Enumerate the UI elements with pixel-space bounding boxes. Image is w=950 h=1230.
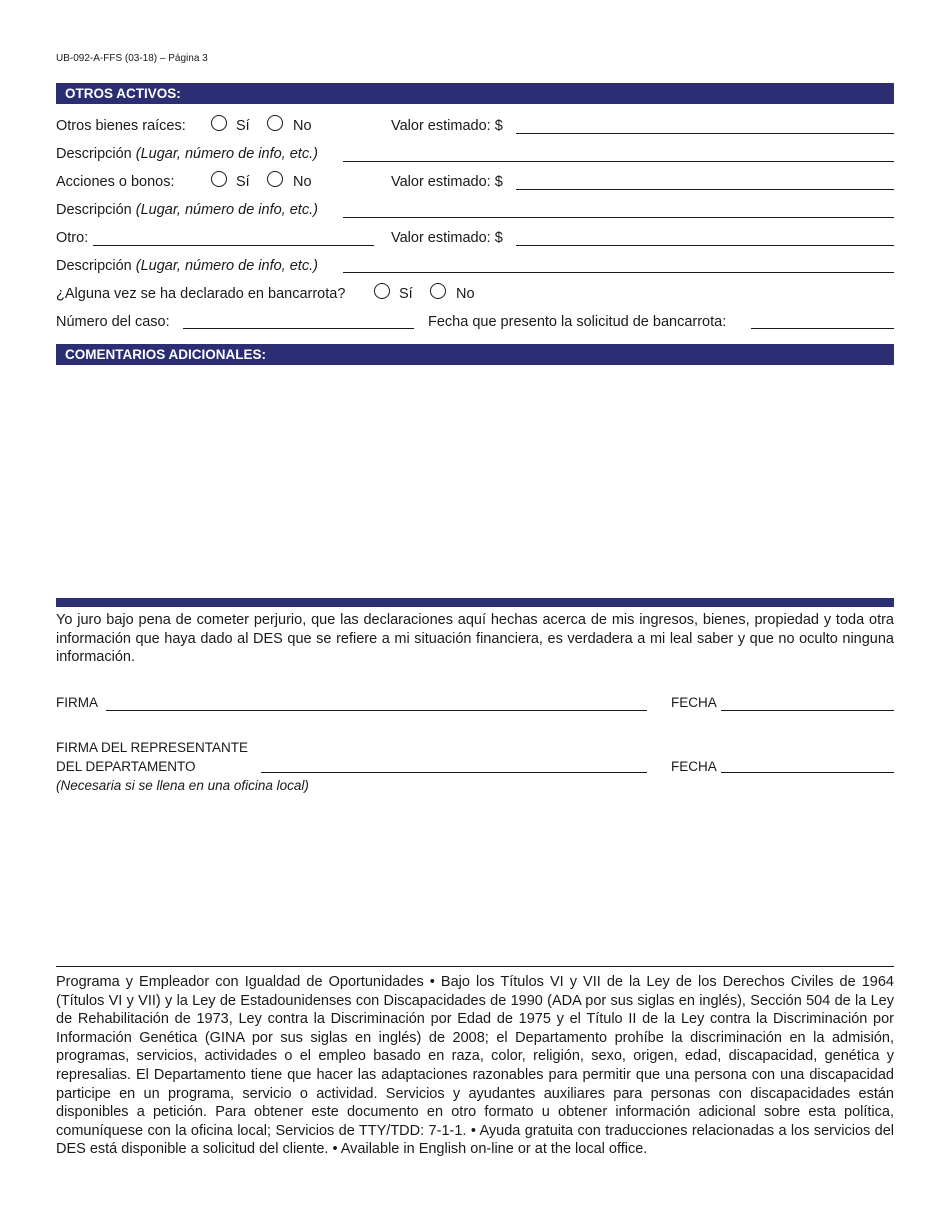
real-estate-description-label [56,145,318,163]
comments-area[interactable] [56,366,894,596]
other-value-label: Valor estimado: $ [391,230,503,246]
bankruptcy-date-field[interactable] [751,328,894,329]
case-number-label: Número del caso: [56,314,170,330]
description-hint: (Lugar, número de info, etc.) [135,202,318,218]
description-hint: (Lugar, número de info, etc.) [135,146,318,162]
firma-field[interactable] [106,710,647,711]
bankruptcy-no-radio[interactable] [430,283,446,299]
stocks-value-field[interactable] [516,189,894,190]
real-estate-yes-radio[interactable] [211,115,227,131]
bankruptcy-yes-radio[interactable] [374,283,390,299]
firma-label: FIRMA [56,695,98,710]
other-label: Otro: [56,230,89,246]
bankruptcy-yes-label: Sí [399,286,413,302]
real-estate-no-radio[interactable] [267,115,283,131]
description-text: Descripción [56,146,132,162]
other-value-field[interactable] [516,245,894,246]
real-estate-value-field[interactable] [516,133,894,134]
fecha-label: FECHA [671,695,717,710]
comentarios-header: COMENTARIOS ADICIONALES: [56,344,894,365]
stocks-no-radio[interactable] [267,171,283,187]
footer-text: Programa y Empleador con Igualdad de Oportunidades • Bajo los Títulos VI y VII de la Ley de los Derechos Civiles de 1964 (Títulos VI y VII) y la Ley de Estadounidenses con Discapacidades de 1990 (ADA por sus siglas en inglés), Sección 504 de la Ley de Rehabilitación de 1973, Ley contra la Discriminación por Edad de 1975 y el Título II de la Ley contra la Discriminación por Información Genética (GINA por sus siglas en inglés) de 2008; el Departamento prohíbe la discriminación en la admisión, programas, servicios, actividades o el empleo basado en raza, color, religión, sexo, origen, edad, discapacidad, genética y represalias. El Departamento tiene que hacer las adaptaciones razonables para permitir que una persona con una discapacidad participe en un programa, servicio o actividad. Servicios y ayudantes auxiliares para personas con discapacidades están disponibles a petición. Para obtener este documento en otro formato u obtener información adicional sobre esta política, comuníquese con la oficina local; Servicios de TTY/TDD: 7-1-1. • Ayuda gratuita con traducciones relacionadas a los servicios del DES está disponible a solicitud del cliente. • Available in English on-line or at the local office. [56,974,894,1158]
stocks-yes-label: Sí [236,174,250,190]
rep-label-line1: FIRMA DEL REPRESENTANTE [56,740,249,755]
declaration-text: Yo juro bajo pena de cometer perjurio, que las declaraciones aquí hechas acerca de mis ingresos, bienes, propiedad y toda otra información que haya dado al DES que se refiere a mi situación financiera, es verdadera a mi leal saber y que no oculto ninguna información. [56,612,894,666]
stocks-description-label [56,201,318,219]
description-hint: (Lugar, número de info, etc.) [135,258,318,274]
other-field[interactable] [93,245,374,246]
rep-note: (Necesaria si se llena en una oficina local) [56,778,309,793]
footer-rule [56,966,894,967]
other-description-field[interactable] [343,272,894,273]
description-text: Descripción [56,258,132,274]
real-estate-description-field[interactable] [343,161,894,162]
otros-activos-header: OTROS ACTIVOS: [56,83,894,104]
stocks-label: Acciones o bonos: [56,174,175,190]
case-number-field[interactable] [183,328,414,329]
real-estate-label: Otros bienes raíces: [56,118,186,134]
form-code: UB-092-A-FFS (03-18) – Página 3 [56,53,208,64]
stocks-description-field[interactable] [343,217,894,218]
stocks-value-label: Valor estimado: $ [391,174,503,190]
bankruptcy-question: ¿Alguna vez se ha declarado en bancarrota? [56,286,346,302]
rep-label-line2: DEL DEPARTAMENTO [56,759,196,774]
rep-fecha-label: FECHA [671,759,717,774]
other-description-label [56,257,318,275]
rep-signature-field[interactable] [261,772,647,773]
stocks-yes-radio[interactable] [211,171,227,187]
rep-fecha-field[interactable] [721,772,894,773]
fecha-field[interactable] [721,710,894,711]
stocks-no-label: No [293,174,312,190]
real-estate-yes-label: Sí [236,118,250,134]
real-estate-value-label: Valor estimado: $ [391,118,503,134]
bankruptcy-no-label: No [456,286,475,302]
declaration-divider [56,598,894,607]
real-estate-no-label: No [293,118,312,134]
description-text: Descripción [56,202,132,218]
bankruptcy-date-label: Fecha que presento la solicitud de bancarrota: [428,314,727,330]
